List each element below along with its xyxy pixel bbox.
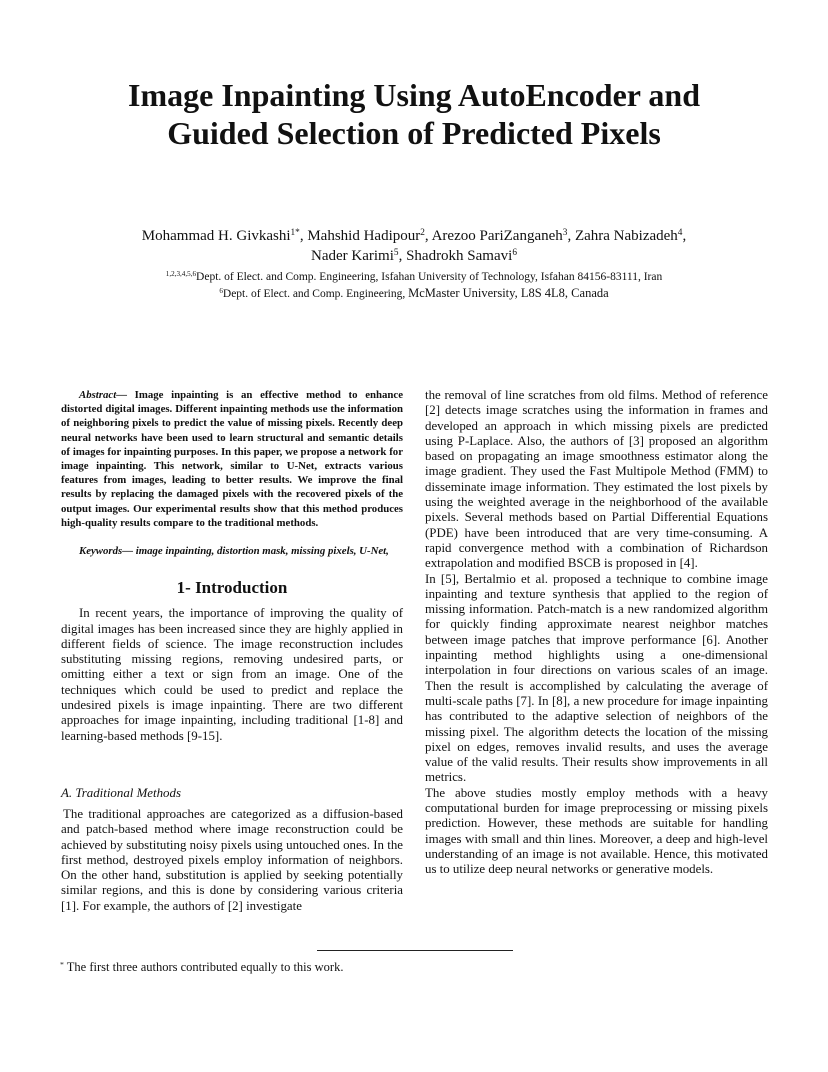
author-sup: 4 <box>677 228 683 239</box>
keywords-text: image inpainting, distortion mask, missing pixels, U-Net, <box>133 545 389 558</box>
section-heading-introduction: 1- Introduction <box>176 578 288 598</box>
abstract <box>61 388 403 530</box>
title-line-2: Guided Selection of Predicted Pixels <box>167 115 661 151</box>
footnote <box>60 959 343 975</box>
affiliation-sup: 1,2,3,4,5,6 <box>165 270 197 279</box>
intro-paragraph: In recent years, the importance of improving the quality of digital images has been increased since they are highly applied in different fields of science. The image reconstruction includes substituting missing regions, removing undesired parts, or omitting either a text or sign from an image. One of the techniques which could be used to predict and replace the undesired pixels is image inpainting. There are two different approaches for image inpainting, including traditional [1-8] and learning-based methods [9-15]. <box>61 606 403 743</box>
author-name: Arezoo PariZanganeh <box>431 228 563 244</box>
subsection-heading-traditional: A. Traditional Methods <box>61 785 181 800</box>
author-sup: 5 <box>393 248 399 259</box>
abstract-label: Abstract— <box>79 389 127 401</box>
affiliation-sup: 6 <box>219 287 223 296</box>
author-name: Mahshid Hadipour <box>307 228 421 244</box>
footnote-divider <box>317 950 513 951</box>
author-list: Mohammad H. Givkashi$^{1*}$, Mahshid Hadipour$^2$, Arezoo PariZanganeh$^3$, Zahra Nabizadeh$^4$, Nader Karimi$^5$, Shadrokh Samavi$^6$ <box>141 228 687 264</box>
author-sup: 6 <box>512 248 517 259</box>
affiliation-2 <box>60 286 768 302</box>
affiliation-1 <box>60 270 768 285</box>
left-column <box>61 388 403 914</box>
body-paragraph-3: The above studies mostly employ methods with a heavy computational burden for image preprocessing or missing pixels prediction. However, these methods are suitable for handling images with small and thin lines. Moreover, a deep and high-level understanding of an image is not available. Hence, this motivated us to utilize deep neural networks or generative models. <box>425 785 768 877</box>
footnote-text: The first three authors contributed equally to this work. <box>63 960 344 974</box>
body-paragraph-2: In [5], Bertalmio et al. proposed a technique to combine image inpainting and texture synthesis that applied to the region of missing information. Patch-match is a new randomized algorithm for quickly finding approximate nearest neighbor matches between image patches that improve performance [6]. Another inpainting method highlights using a one-dimensional interpolation in four directions on various scales of an image. Then the result is accomplished by calculating the average of multi-scale paths [7]. In [8], a new procedure for image inpainting has contributed to the adaptive selection of neighbors of the missing pixel. The algorithm detects the location of the missing pixel on edges, removes invalid results, and uses the average value of the valid results. Their results show improvements in all metrics. <box>425 571 768 785</box>
traditional-paragraph: The traditional approaches are categorized as a diffusion-based and patch-based method where image reconstruction could be achieved by substituting noisy pixels using untouched ones. In the first method, destroyed pixels employ information of neighbors. On the other hand, substitution is applied by seeking potentially similar regions, and this is done by considering various criteria [1]. For example, the authors of [2] investigate <box>61 806 403 913</box>
title-line-1: Image Inpainting Using AutoEncoder and <box>128 77 700 113</box>
author-name: Nader Karimi <box>311 248 394 264</box>
affiliation-text: Dept. of Elect. and Comp. Engineering, <box>222 288 409 300</box>
footnote-mark: * <box>60 960 64 970</box>
paper-title <box>60 76 768 152</box>
keywords <box>61 544 403 558</box>
author-name: Shadrokh Samavi <box>406 248 513 264</box>
keywords-label: Keywords— <box>79 545 133 558</box>
author-sup: 1* <box>290 228 300 239</box>
body-paragraph-1: the removal of line scratches from old films. Method of reference [2] detects image scratches using the information in frames and developed an approach in which missing pixels are predicted using P-Laplace. Also, the authors of [3] proposed an algorithm based on propagating an image smoothness estimator along the image gradient. They used the Fast Multipole Method (FMM) to disseminate image information. They estimated the lost pixels by using the weighted average in the neighborhood of the available pixels. Several methods based on Partial Differential Equations (PDE) have been introduced that are very time-consuming. A rapid convergence method with a combination of Richardson extrapolation and modified BSCB is proposed in [4]. <box>425 388 768 571</box>
right-column <box>425 388 768 878</box>
author-sup: 3 <box>562 228 568 239</box>
affiliation-university: McMaster University, L8S 4L8, Canada <box>408 286 609 300</box>
affiliation-text: Dept. of Elect. and Comp. Engineering, Isfahan University of Technology, Isfahan 84156-83111, Iran <box>196 271 663 283</box>
abstract-text: Image inpainting is an effective method to enhance distorted digital images. Different inpainting methods use the information of neighboring pixels to predict the value of missing pixels. Recently deep neural networks have been used to learn structural and semantic details of images for inpainting purposes. In this paper, we propose a network for image inpainting. This network, similar to U-Net, extracts various features from images, leading to better results. We improve the final results by replacing the damaged pixels with the recovered pixels of the output images. Our experimental results show that this method produces high-quality results compare to the traditional methods. <box>61 389 403 529</box>
author-sup: 2 <box>420 228 425 239</box>
author-name: Mohammad H. Givkashi <box>141 228 291 244</box>
author-name: Zahra Nabizadeh <box>574 228 678 244</box>
